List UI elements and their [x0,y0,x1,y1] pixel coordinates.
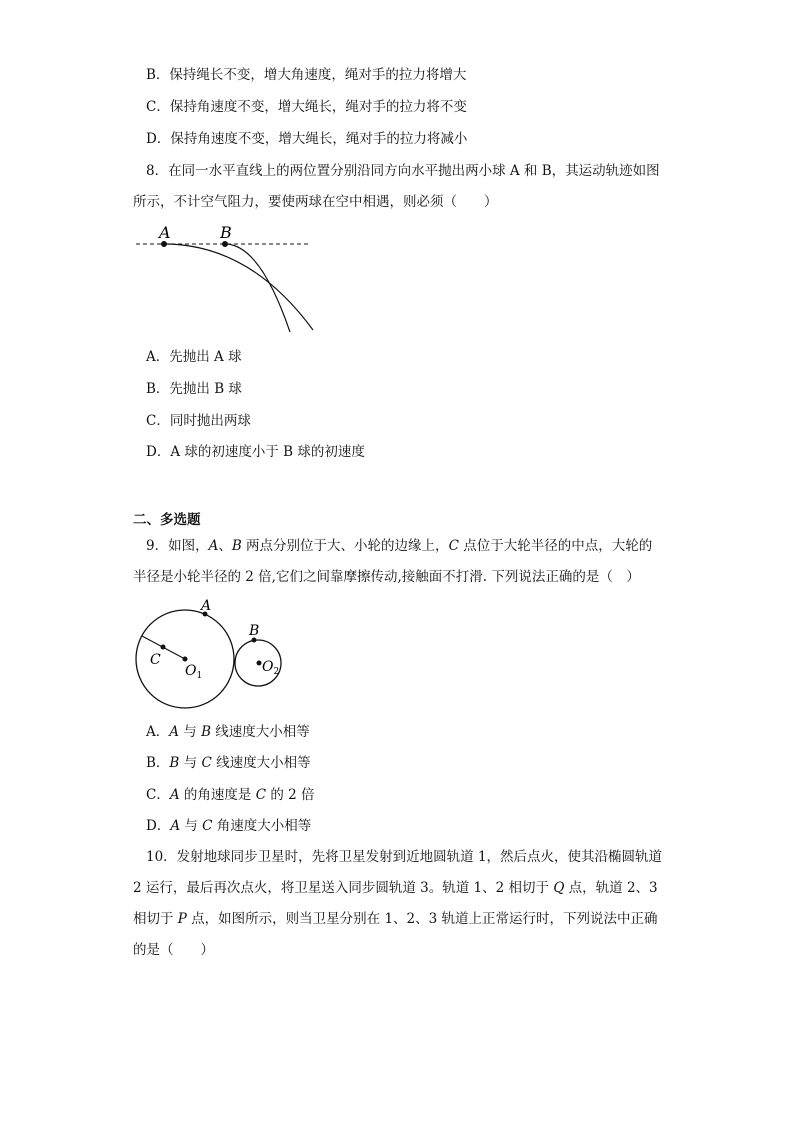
label-b: B [220,223,232,242]
q8-trajectory-figure [130,222,330,337]
label-c: C [150,652,161,668]
q8-option-a: A．先抛出 A 球 [146,349,242,365]
q7-option-c: C．保持角速度不变，增大绳长，绳对手的拉力将不变 [146,99,467,115]
label-o2: $O_2$ [262,659,280,677]
label-b: B [249,623,260,639]
q9-wheels-figure [130,593,290,711]
q7-option-d: D．保持角速度不变，增大绳长，绳对手的拉力将减小 [146,131,468,147]
q8-stem-line2: 所示，不计空气阻力，要使两球在空中相遇，则必须（ ） [133,194,498,210]
point-c-dot [161,645,166,650]
trajectory-b-curve [225,244,290,332]
section-title-multiple-choice: 二、多选题 [133,512,201,528]
q9-option-b: B．B 与 C 线速度大小相等 [146,755,311,771]
q8-option-c: C．同时抛出两球 [146,413,251,429]
point-o2-dot [257,661,262,666]
q10-stem-line4: 的是（ ） [133,942,214,958]
label-o1: $O_1$ [185,663,203,681]
q9-option-a: A．A 与 B 线速度大小相等 [146,724,310,740]
q10-stem-line2: 2 运行，最后再次点火，将卫星送入同步圆轨道 3。轨道 1、2 相切于 Q 点，轨道 2、3 [133,880,658,896]
q8-option-d: D．A 球的初速度小于 B 球的初速度 [146,444,365,460]
q9-stem-line2: 半径是小轮半径的 2 倍,它们之间靠摩擦传动,接触面不打滑. 下列说法正确的是（ ） [133,569,640,585]
q9-option-c: C．A 的角速度是 C 的 2 倍 [146,787,315,803]
point-o1-dot [183,657,188,662]
q10-stem-line3: 相切于 P 点，如图所示，则当卫星分别在 1、2、3 轨道上正常运行时，下列说法中正确 [133,911,658,927]
q9-stem-line1: 9．如图，A、B 两点分别位于大、小轮的边缘上，C 点位于大轮半径的中点，大轮的 [146,538,653,554]
trajectory-a-curve [164,244,313,330]
q9-option-d: D．A 与 C 角速度大小相等 [146,818,312,834]
q8-stem-line1: 8．在同一水平直线上的两位置分别沿同方向水平抛出两小球 A 和 B，其运动轨迹如图 [146,163,660,179]
q10-stem-line1: 10．发射地球同步卫星时，先将卫星发射到近地圆轨道 1，然后点火，使其沿椭圆轨道 [146,849,663,865]
q8-option-b: B．先抛出 B 球 [146,381,242,397]
label-a: A [201,598,212,614]
label-a: A [159,223,171,242]
q7-option-b: B．保持绳长不变，增大角速度，绳对手的拉力将增大 [146,67,467,83]
